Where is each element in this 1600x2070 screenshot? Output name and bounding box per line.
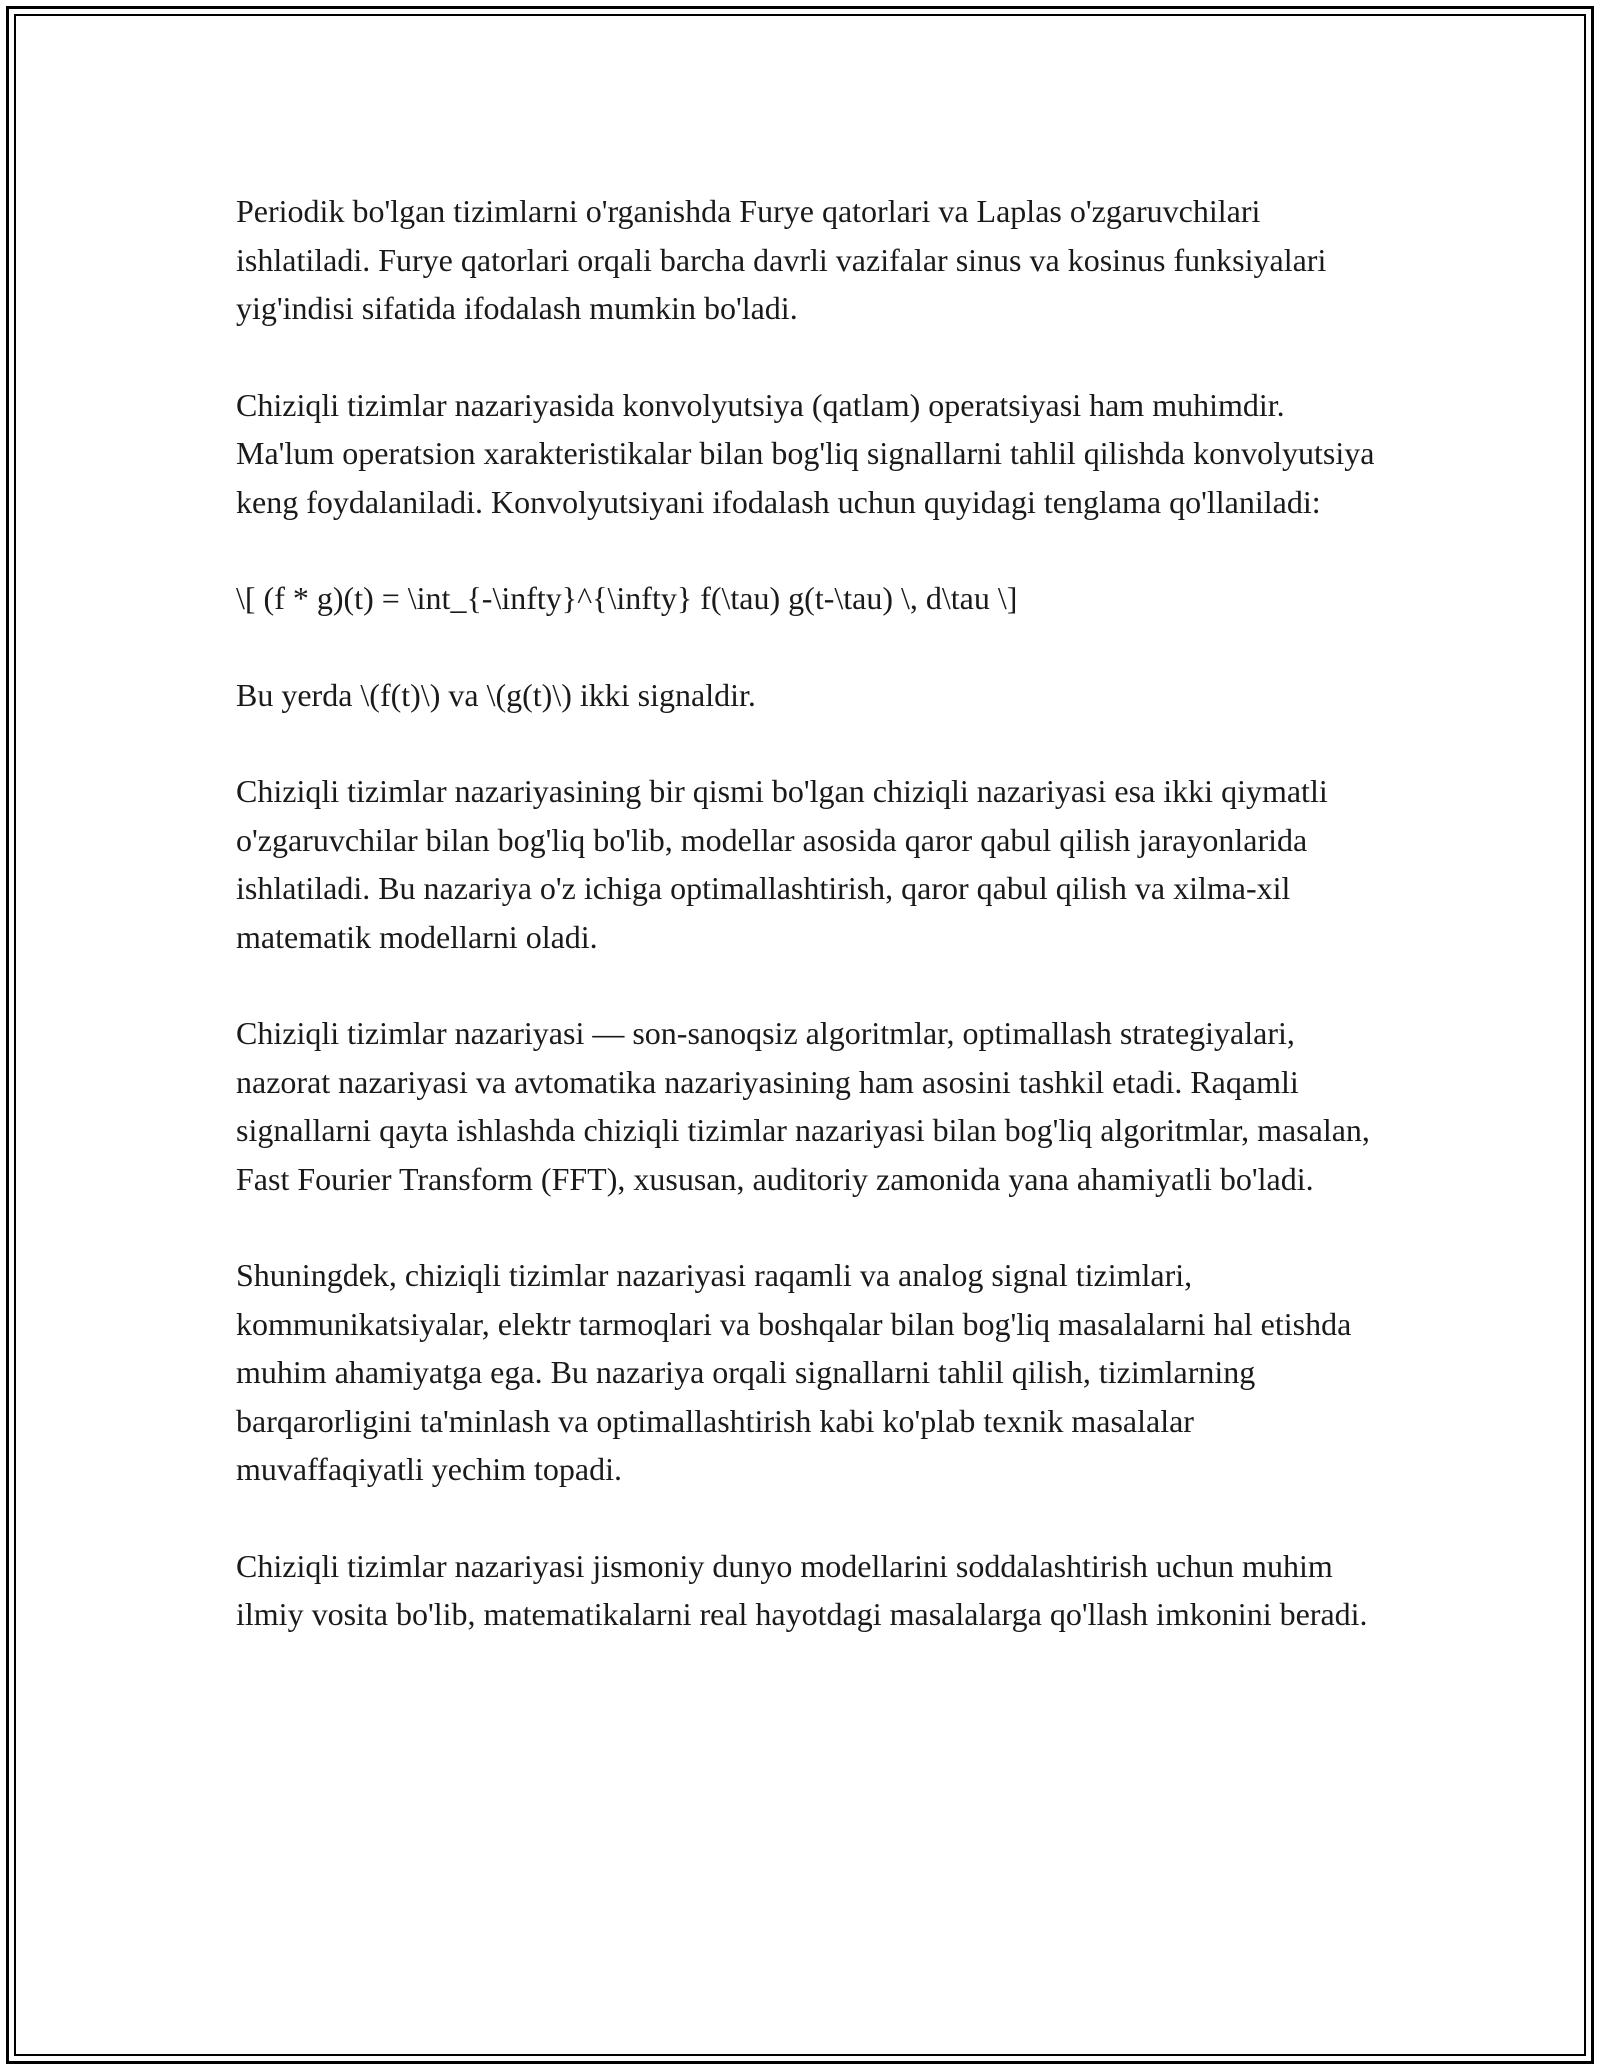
paragraph-conclusion: Chiziqli tizimlar nazariyasi jismoniy dunyo modellarini soddalashtirish uchun muhim ilmiy vosita bo'lib, matematikalarni real hayotdagi masalalarga qo'llash imkonini beradi. <box>236 1547 1368 1632</box>
paragraph-fourier: Periodik bo'lgan tizimlarni o'rganishda Furye qatorlari va Laplas o'zgaruvchilari ishlatiladi. Furye qatorlari orqali barcha davrli vazifalar sinus va kosinus funksiyalari yig'indisi sifatida ifodalash mumkin bo'ladi. <box>236 193 1327 326</box>
paragraph-applications: Shuningdek, chiziqli tizimlar nazariyasi raqamli va analog signal tizimlari, kommunikatsiyalar, elektr tarmoqlari va boshqalar bilan bog'liq masalalarni hal etishda muhim ahamiyatga ega. Bu nazariya orqali signallarni tahlil qilish, tizimlarning barqarorligini ta'minlash va optimallashtirish kabi ko'plab texnik masalalar muvaffaqiyatli yechim topadi. <box>236 1257 1352 1487</box>
paragraph-linear-theory: Chiziqli tizimlar nazariyasining bir qismi bo'lgan chiziqli nazariyasi esa ikki qiymatli o'zgaruvchilar bilan bog'liq bo'lib, modellar asosida qaror qabul qilish jarayonlarida ishlatiladi. Bu nazariya o'z ichiga optimallashtirish, qaror qabul qilish va xilma-xil matematik modellarni oladi. <box>236 773 1328 955</box>
equation-convolution: \[ (f * g)(t) = \int_{-\infty}^{\infty} f(\tau) g(t-\tau) \, d\tau \] <box>236 580 1018 616</box>
paragraph-signals-note: Bu yerda \(f(t)\) va \(g(t)\) ikki signaldir. <box>236 676 756 713</box>
document-body <box>236 187 1386 1687</box>
paragraph-algorithms: Chiziqli tizimlar nazariyasi — son-sanoqsiz algoritmlar, optimallash strategiyalari, nazorat nazariyasi va avtomatika nazariyasining ham asosini tashkil etadi. Raqamli signallarni qayta ishlashda chiziqli tizimlar nazariyasi bilan bog'liq algoritmlar, masalan, Fast Fourier Transform (FFT), xususan, auditoriy zamonida yana ahamiyatli bo'ladi. <box>236 1015 1370 1197</box>
paragraph-convolution-intro: Chiziqli tizimlar nazariyasida konvolyutsiya (qatlam) operatsiyasi ham muhimdir. Ma'lum operatsion xarakteristikalar bilan bog'liq signallarni tahlil qilishda konvolyutsiya keng foydalaniladi. Konvolyutsiyani ifodalash uchun quyidagi tenglama qo'llaniladi: <box>236 386 1375 520</box>
